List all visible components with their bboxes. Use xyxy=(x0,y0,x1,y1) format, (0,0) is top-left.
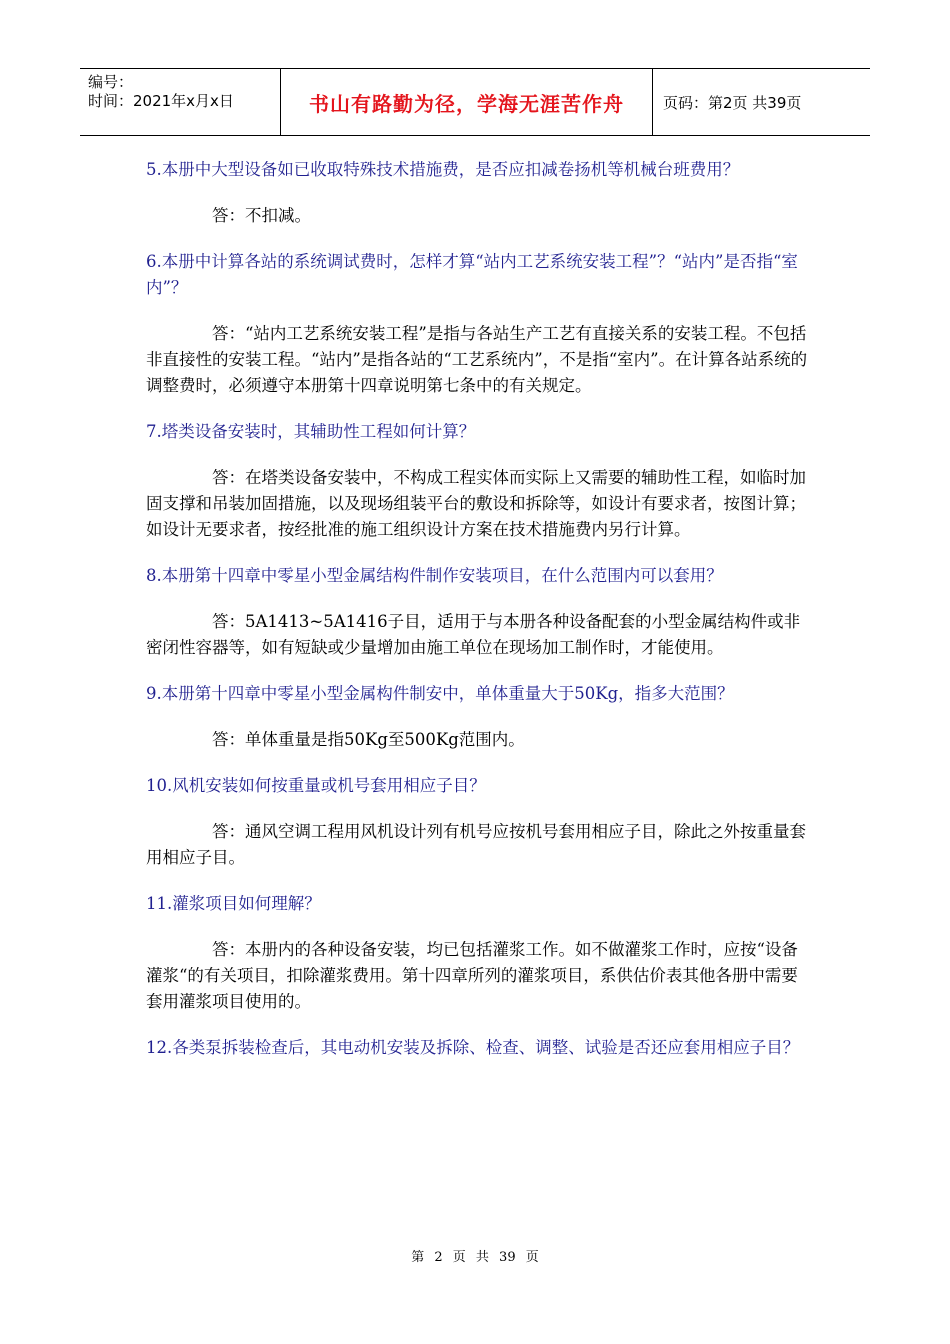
question-6: 6.本册中计算各站的系统调试费时，怎样才算“站内工艺系统安装工程”？“站内”是否指“室内”？ xyxy=(146,252,798,297)
question-5: 5.本册中大型设备如已收取特殊技术措施费，是否应扣减卷扬机等机械台班费用？ xyxy=(146,160,740,179)
number-label: 编号： xyxy=(88,73,134,91)
question-7: 7.塔类设备安装时，其辅助性工程如何计算？ xyxy=(146,422,476,441)
answer-10: 答：通风空调工程用风机设计列有机号应按机号套用相应子目，除此之外按重量套用相应子目。 xyxy=(146,822,806,867)
answer-7: 答：在塔类设备安装中，不构成工程实体而实际上又需要的辅助性工程，如临时加固支撑和吊装加固措施，以及现场组装平台的敷设和拆除等，如设计有要求者，按图计算；如设计无要求者，按经批准的施工组织设计方案在技术措施费内另行计算。 xyxy=(146,468,806,539)
answer-11: 答：本册内的各种设备安装，均已包括灌浆工作。如不做灌浆工作时，应按“设备灌浆“的有关项目，扣除灌浆费用。第十四章所列的灌浆项目，系供估价表其他各册中需要套用灌浆项目使用的。 xyxy=(146,940,798,1011)
page-header xyxy=(80,68,870,136)
qa-content xyxy=(146,157,810,1061)
answer-6: 答：“站内工艺系统安装工程”是指与各站生产工艺有直接关系的安装工程。不包括非直接性的安装工程。“站内”是指各站的“工艺系统内”，不是指“室内”。在计算各站系统的调整费时，必须遵守本册第十四章说明第七条中的有关规定。 xyxy=(146,324,808,395)
question-9: 9.本册第十四章中零星小型金属构件制安中，单体重量大于50Kg，指多大范围？ xyxy=(146,684,734,703)
question-11: 11.灌浆项目如何理解？ xyxy=(146,894,321,913)
answer-5: 答：不扣减。 xyxy=(212,206,311,225)
question-10: 10.风机安装如何按重量或机号套用相应子目？ xyxy=(146,776,486,795)
motto: 书山有路勤为径，学海无涯苦作舟 xyxy=(281,69,653,135)
page-info: 页码：第2页 共39页 xyxy=(663,93,802,112)
page-footer: 第 2 页 共 39 页 xyxy=(411,1250,539,1265)
header-meta xyxy=(80,69,281,135)
answer-8: 答：5A1413~5A1416子目，适用于与本册各种设备配套的小型金属结构件或非密闭性容器等，如有短缺或少量增加由施工单位在现场加工制作时，才能使用。 xyxy=(146,612,801,657)
question-8: 8.本册第十四章中零星小型金属结构件制作安装项目，在什么范围内可以套用？ xyxy=(146,566,723,585)
question-12: 12.各类泵拆装检查后，其电动机安装及拆除、检查、调整、试验是否还应套用相应子目？ xyxy=(146,1038,800,1057)
answer-9: 答：单体重量是指50Kg至500Kg范围内。 xyxy=(212,730,525,749)
time-label: 时间：2021年x月x日 xyxy=(88,92,234,110)
